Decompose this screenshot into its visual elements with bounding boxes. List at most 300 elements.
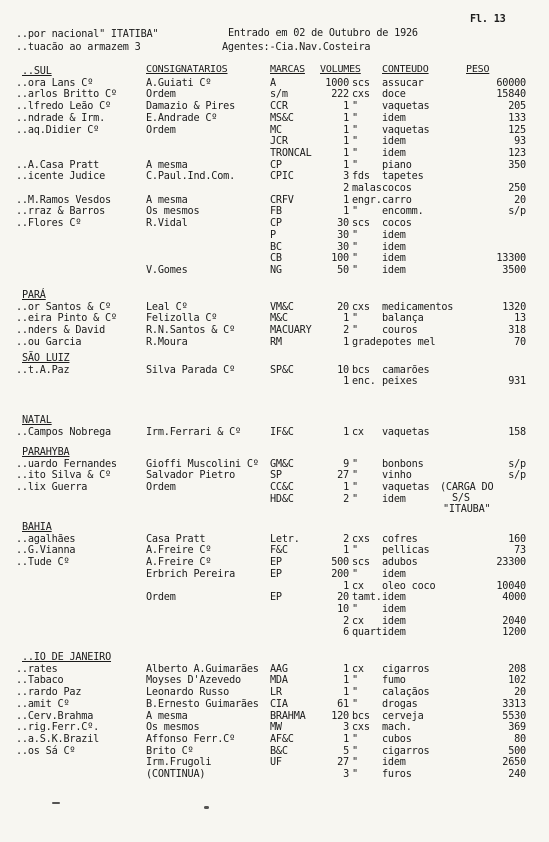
col-volumes: VOLUMES <box>320 64 361 75</box>
shipper-cell: ..agalhães <box>16 533 76 545</box>
weight-cell: 931 <box>508 376 526 388</box>
unit-cell: scs <box>352 218 370 230</box>
mark-cell: MACUARY <box>270 325 312 337</box>
contents-cell: idem <box>382 757 406 769</box>
weight-cell: s/p <box>508 470 526 482</box>
contents-cell: cigarros <box>382 663 430 675</box>
shipper-cell: ..nders & David <box>16 325 106 337</box>
contents-cell: cocos <box>382 183 412 194</box>
quantity-cell: 120 <box>331 710 349 722</box>
weight-cell: 60000 <box>496 77 526 89</box>
quantity-cell: 1 <box>343 336 349 348</box>
shipper-cell: ..Campos Nobrega <box>16 426 111 438</box>
contents-cell: peixes <box>382 376 418 388</box>
contents-cell: vaquetas <box>382 101 430 113</box>
weight-cell: 13 <box>514 313 526 325</box>
shipper-cell: ..Flores Cº <box>16 218 82 230</box>
quantity-cell: 3 <box>343 769 349 780</box>
col-marks: MARCAS <box>270 64 305 75</box>
weight-cell: 208 <box>508 663 526 675</box>
quantity-cell: 1 <box>343 313 349 325</box>
consignee-cell: Os mesmos <box>146 722 200 734</box>
consignee-cell: Salvador Pietro <box>146 470 236 482</box>
consignee-cell: R.Vidal <box>146 218 188 230</box>
unit-cell: " <box>352 698 358 710</box>
quantity-cell: 100 <box>331 253 349 265</box>
weight-cell: 102 <box>508 675 526 687</box>
unit-cell: cx <box>352 615 364 627</box>
unit-cell: " <box>352 253 358 265</box>
consignee-cell: Casa Pratt <box>146 533 206 545</box>
consignee-cell: Felizolla Cº <box>146 313 218 325</box>
weight-cell: 93 <box>514 136 526 148</box>
unit-cell: " <box>352 206 358 218</box>
quantity-cell: 1 <box>343 733 349 745</box>
mark-cell: RM <box>270 336 282 348</box>
weight-cell: 1320 <box>502 301 526 313</box>
contents-cell: assucar <box>382 77 424 89</box>
unit-cell: bcs <box>352 710 370 722</box>
contents-cell: vaquetas <box>382 124 430 136</box>
quantity-cell: 20 <box>337 301 349 313</box>
quantity-cell: 5 <box>343 745 349 757</box>
mark-cell: FB <box>270 206 282 218</box>
weight-cell: 13300 <box>496 253 526 265</box>
contents-cell: cofres <box>382 533 418 545</box>
consignee-cell: A.Freire Cº <box>146 557 212 569</box>
unit-cell: " <box>352 769 358 780</box>
unit-cell: cxs <box>352 301 370 313</box>
weight-cell: s/p <box>508 458 526 470</box>
unit-cell: enc. <box>352 376 376 388</box>
unit-cell: cxs <box>352 533 370 545</box>
contents-cell: idem <box>382 627 406 639</box>
unit-cell: " <box>352 147 358 159</box>
weight-cell: 20 <box>514 687 526 699</box>
unit-cell: " <box>352 101 358 113</box>
contents-cell: cocos <box>382 218 412 230</box>
shipper-cell: ..Tude Cº <box>16 557 70 569</box>
unit-cell: " <box>352 603 358 615</box>
weight-cell: 4000 <box>502 592 526 604</box>
shipper-cell: ..os Sá Cº <box>16 745 76 757</box>
shipper-cell: ..t.A.Paz <box>16 364 70 376</box>
shipper-cell: ..lix Guerra <box>16 482 88 494</box>
shipper-cell: ..rardo Paz <box>16 687 82 699</box>
cargo-note: S/S <box>452 493 470 505</box>
contents-cell: fumo <box>382 675 406 687</box>
quantity-cell: 1 <box>343 136 349 148</box>
mark-cell: Letr. <box>270 533 300 545</box>
contents-cell: idem <box>382 253 406 265</box>
contents-cell: cigarros <box>382 745 430 757</box>
unit-cell: " <box>352 313 358 325</box>
quantity-cell: 1 <box>343 159 349 171</box>
shipper-cell: ..Cerv.Brahma <box>16 710 94 722</box>
contents-cell: vinho <box>382 470 412 482</box>
weight-cell: 318 <box>508 325 526 337</box>
consignee-cell: Irm.Frugoli <box>146 757 212 769</box>
ink-smudge <box>204 806 209 809</box>
mark-cell: CP <box>270 159 282 171</box>
contents-cell: idem <box>382 229 406 241</box>
contents-cell: idem <box>382 493 406 505</box>
weight-cell: 2040 <box>502 615 526 627</box>
cargo-note: (CARGA DO <box>440 482 494 494</box>
consignee-cell: Affonso Ferr.Cº <box>146 733 236 745</box>
contents-cell: balança <box>382 313 424 325</box>
unit-cell: " <box>352 493 358 505</box>
mark-cell: SP&C <box>270 364 294 376</box>
quantity-cell: 1 <box>343 147 349 159</box>
section-title: PARÁ <box>22 290 46 301</box>
mark-cell: AF&C <box>270 733 294 745</box>
weight-cell: 2650 <box>502 757 526 769</box>
quantity-cell: 9 <box>343 458 349 470</box>
consignee-cell: A.Freire Cº <box>146 545 212 557</box>
contents-cell: cerveja <box>382 710 424 722</box>
shipper-cell: ..uardo Fernandes <box>16 458 117 470</box>
quantity-cell: 2 <box>343 325 349 337</box>
unit-cell: " <box>352 757 358 769</box>
quantity-cell: 1 <box>343 206 349 218</box>
mark-cell: IF&C <box>270 426 294 438</box>
quantity-cell: 1 <box>343 663 349 675</box>
contents-cell: pellicas <box>382 545 430 557</box>
quantity-cell: 6 <box>343 627 349 639</box>
consignee-cell: Leal Cº <box>146 301 188 313</box>
mark-cell: CP <box>270 218 282 230</box>
weight-cell: 133 <box>508 112 526 124</box>
quantity-cell: 30 <box>337 229 349 241</box>
unit-cell: " <box>352 482 358 494</box>
section-title: NATAL <box>22 415 52 426</box>
weight-cell: 23300 <box>496 557 526 569</box>
mark-cell: HD&C <box>270 493 294 505</box>
quantity-cell: 500 <box>331 557 349 569</box>
mark-cell: UF <box>270 757 282 769</box>
shipper-cell: ..A.Casa Pratt <box>16 159 100 171</box>
contents-cell: encomm. <box>382 206 424 218</box>
shipper-cell: ..ora Lans Cº <box>16 77 94 89</box>
mark-cell: A <box>270 77 276 89</box>
consignee-cell: A mesma <box>146 710 188 722</box>
shipper-cell: ..ou Garcia <box>16 336 82 348</box>
contents-cell: mach. <box>382 722 412 734</box>
consignee-cell: Erbrich Pereira <box>146 568 236 580</box>
quantity-cell: 1 <box>343 687 349 699</box>
contents-cell: tapetes <box>382 171 424 183</box>
mark-cell: B&C <box>270 745 288 757</box>
weight-cell: 73 <box>514 545 526 557</box>
quantity-cell: 61 <box>337 698 349 710</box>
unit-cell: " <box>352 229 358 241</box>
agents-line: Agentes:-Cia.Nav.Costeira <box>222 42 371 53</box>
shipper-cell: ..rates <box>16 663 58 675</box>
weight-cell: 80 <box>514 733 526 745</box>
quantity-cell: 200 <box>331 568 349 580</box>
mark-cell: CPIC <box>270 171 294 183</box>
unit-cell: " <box>352 545 358 557</box>
consignee-cell: C.Paul.Ind.Com. <box>146 171 236 183</box>
quantity-cell: 1 <box>343 580 349 592</box>
quantity-cell: 222 <box>331 89 349 101</box>
ship-line: ..por nacional" ITATIBA" <box>16 29 159 40</box>
shipper-cell: ..M.Ramos Vesdos <box>16 194 111 206</box>
arrival-date: Entrado em 02 de Outubro de 1926 <box>228 28 418 39</box>
contents-cell: doce <box>382 89 406 101</box>
unit-cell: quart. <box>352 627 388 639</box>
unit-cell: fds <box>352 171 370 183</box>
unit-cell: " <box>352 264 358 276</box>
mark-cell: EP <box>270 592 282 604</box>
unit-cell: scs <box>352 557 370 569</box>
contents-cell: bonbons <box>382 458 424 470</box>
consignee-cell: A mesma <box>146 194 188 206</box>
contents-cell: camarões <box>382 364 430 376</box>
col-contents: CONTEUDO <box>382 64 429 75</box>
quantity-cell: 1000 <box>325 77 349 89</box>
shipper-cell: ..ndrade & Irm. <box>16 112 106 124</box>
shipper-cell: ..Tabaco <box>16 675 64 687</box>
weight-cell: 500 <box>508 745 526 757</box>
consignee-cell: Brito Cº <box>146 745 194 757</box>
mark-cell: CC&C <box>270 482 294 494</box>
unit-cell: " <box>352 325 358 337</box>
page-number: Fl. 13 <box>470 14 506 25</box>
consignee-cell: Moyses D'Azevedo <box>146 675 241 687</box>
shipper-cell: ..eira Pinto & Cº <box>16 313 117 325</box>
section-title: PARAHYBA <box>22 447 70 458</box>
quantity-cell: 2 <box>343 615 349 627</box>
unit-cell: " <box>352 458 358 470</box>
quantity-cell: 30 <box>337 218 349 230</box>
contents-cell: idem <box>382 147 406 159</box>
consignee-cell: Damazio & Pires <box>146 101 236 113</box>
contents-cell: idem <box>382 136 406 148</box>
unit-cell: " <box>352 241 358 253</box>
contents-cell: idem <box>382 615 406 627</box>
mark-cell: CCR <box>270 101 288 113</box>
contents-cell: calaçãos <box>382 687 430 699</box>
quantity-cell: 1 <box>343 112 349 124</box>
mark-cell: NG <box>270 264 282 276</box>
shipper-cell: ..G.Vianna <box>16 545 76 557</box>
quantity-cell: 20 <box>337 592 349 604</box>
unit-cell: scs <box>352 77 370 89</box>
mark-cell: M&C <box>270 313 288 325</box>
unit-cell: malas <box>352 183 382 194</box>
unit-cell: " <box>352 687 358 699</box>
contents-cell: idem <box>382 568 406 580</box>
unit-cell: cx <box>352 426 364 438</box>
mark-cell: CIA <box>270 698 288 710</box>
mark-cell: P <box>270 229 276 241</box>
contents-cell: medicamentos <box>382 301 454 313</box>
quantity-cell: 1 <box>343 426 349 438</box>
shipper-cell: ..or Santos & Cº <box>16 301 111 313</box>
mark-cell: BRAHMA <box>270 710 306 722</box>
shipper-cell: ..arlos Britto Cº <box>16 89 117 101</box>
quantity-cell: 10 <box>337 364 349 376</box>
mark-cell: GM&C <box>270 458 294 470</box>
consignee-cell: V.Gomes <box>146 264 188 276</box>
weight-cell: 240 <box>508 769 526 780</box>
contents-cell: idem <box>382 603 406 615</box>
mark-cell: MS&C <box>270 112 294 124</box>
mark-cell: BC <box>270 241 282 253</box>
unit-cell: grade <box>352 336 382 348</box>
shipper-cell: ..amit Cº <box>16 698 70 710</box>
consignee-cell: E.Andrade Cº <box>146 112 218 124</box>
unit-cell: bcs <box>352 364 370 376</box>
mark-cell: TRONCAL <box>270 147 312 159</box>
col-consignees: CONSIGNATARIOS <box>146 64 228 75</box>
consignee-cell: Ordem <box>146 124 176 136</box>
weight-cell: 350 <box>508 159 526 171</box>
consignee-cell: Irm.Ferrari & Cº <box>146 426 241 438</box>
mark-cell: AAG <box>270 663 288 675</box>
consignee-cell: R.N.Santos & Cº <box>146 325 236 337</box>
unit-cell: cxs <box>352 89 370 101</box>
quantity-cell: 10 <box>337 603 349 615</box>
contents-cell: vaquetas <box>382 482 430 494</box>
section-title: ..SUL <box>22 66 52 77</box>
consignee-cell: Ordem <box>146 592 176 604</box>
contents-cell: drogas <box>382 698 418 710</box>
contents-cell: carro <box>382 194 412 206</box>
quantity-cell: 2 <box>343 183 349 194</box>
contents-cell: furos <box>382 769 412 780</box>
consignee-cell: A mesma <box>146 159 188 171</box>
mark-cell: MW <box>270 722 282 734</box>
quantity-cell: 1 <box>343 124 349 136</box>
unit-cell: cxs <box>352 722 370 734</box>
mark-cell: LR <box>270 687 282 699</box>
unit-cell: cx <box>352 580 364 592</box>
unit-cell: " <box>352 112 358 124</box>
mark-cell: EP <box>270 557 282 569</box>
quantity-cell: 1 <box>343 101 349 113</box>
consignee-cell: Alberto A.Guimarães <box>146 663 259 675</box>
mark-cell: s/m <box>270 89 288 101</box>
section-title: SÃO LUIZ <box>22 353 70 364</box>
unit-cell: " <box>352 470 358 482</box>
consignee-cell: Leonardo Russo <box>146 687 230 699</box>
unit-cell: cx <box>352 663 364 675</box>
weight-cell: 10040 <box>496 580 526 592</box>
quantity-cell: 1 <box>343 545 349 557</box>
weight-cell: 369 <box>508 722 526 734</box>
unit-cell: " <box>352 136 358 148</box>
unit-cell: " <box>352 745 358 757</box>
weight-cell: 158 <box>508 426 526 438</box>
contents-cell: idem <box>382 592 406 604</box>
contents-cell: adubos <box>382 557 418 569</box>
shipper-cell: ..aq.Didier Cº <box>16 124 100 136</box>
weight-cell: s/p <box>508 206 526 218</box>
shipper-cell: ..rraz & Barros <box>16 206 106 218</box>
consignee-cell: Gioffi Muscolini Cº <box>146 458 259 470</box>
consignee-cell: B.Ernesto Guimarães <box>146 698 259 710</box>
weight-cell: 160 <box>508 533 526 545</box>
quantity-cell: 1 <box>343 194 349 206</box>
contents-cell: cubos <box>382 733 412 745</box>
consignee-cell: A.Guiati Cº <box>146 77 212 89</box>
quantity-cell: 27 <box>337 470 349 482</box>
contents-cell: couros <box>382 325 418 337</box>
mark-cell: EP <box>270 568 282 580</box>
consignee-cell: Silva Parada Cº <box>146 364 236 376</box>
consignee-cell: (CONTINUA) <box>146 769 206 780</box>
shipper-cell: ..ito Silva & Cº <box>16 470 111 482</box>
consignee-cell: Os mesmos <box>146 206 200 218</box>
unit-cell: " <box>352 124 358 136</box>
mark-cell: MDA <box>270 675 288 687</box>
mark-cell: JCR <box>270 136 288 148</box>
weight-cell: 3313 <box>502 698 526 710</box>
mark-cell: CB <box>270 253 282 265</box>
warehouse-line: ..tuacão ao armazem 3 <box>16 42 141 53</box>
shipper-cell: ..lfredo Leão Cº <box>16 101 111 113</box>
unit-cell: tamt. <box>352 592 382 604</box>
unit-cell: " <box>352 568 358 580</box>
mark-cell: MC <box>270 124 282 136</box>
shipper-cell: ..icente Judice <box>16 171 106 183</box>
quantity-cell: 1 <box>343 482 349 494</box>
weight-cell: 250 <box>508 183 526 194</box>
ink-smudge <box>52 802 60 804</box>
consignee-cell: Ordem <box>146 482 176 494</box>
quantity-cell: 2 <box>343 533 349 545</box>
weight-cell: 15840 <box>496 89 526 101</box>
unit-cell: " <box>352 733 358 745</box>
consignee-cell: Ordem <box>146 89 176 101</box>
mark-cell: F&C <box>270 545 288 557</box>
section-title: BAHIA <box>22 522 52 533</box>
contents-cell: oleo coco <box>382 580 436 592</box>
weight-cell: 5530 <box>502 710 526 722</box>
col-weight: PESO <box>466 64 490 75</box>
weight-cell: 20 <box>514 194 526 206</box>
weight-cell: 125 <box>508 124 526 136</box>
contents-cell: potes mel <box>382 336 436 348</box>
quantity-cell: 2 <box>343 493 349 505</box>
contents-cell: idem <box>382 241 406 253</box>
mark-cell: SP <box>270 470 282 482</box>
contents-cell: idem <box>382 264 406 276</box>
cargo-note: "ITAUBA" <box>443 504 491 516</box>
unit-cell: " <box>352 675 358 687</box>
quantity-cell: 3 <box>343 171 349 183</box>
quantity-cell: 1 <box>343 675 349 687</box>
quantity-cell: 27 <box>337 757 349 769</box>
consignee-cell: R.Moura <box>146 336 188 348</box>
shipper-cell: ..a.S.K.Brazil <box>16 733 100 745</box>
weight-cell: 205 <box>508 101 526 113</box>
quantity-cell: 1 <box>343 376 349 388</box>
mark-cell: CRFV <box>270 194 294 206</box>
quantity-cell: 50 <box>337 264 349 276</box>
contents-cell: vaquetas <box>382 426 430 438</box>
contents-cell: idem <box>382 112 406 124</box>
weight-cell: 123 <box>508 147 526 159</box>
quantity-cell: 3 <box>343 722 349 734</box>
quantity-cell: 30 <box>337 241 349 253</box>
weight-cell: 3500 <box>502 264 526 276</box>
section-title: ..IO DE JANEIRO <box>22 652 112 663</box>
unit-cell: engr. <box>352 194 382 206</box>
